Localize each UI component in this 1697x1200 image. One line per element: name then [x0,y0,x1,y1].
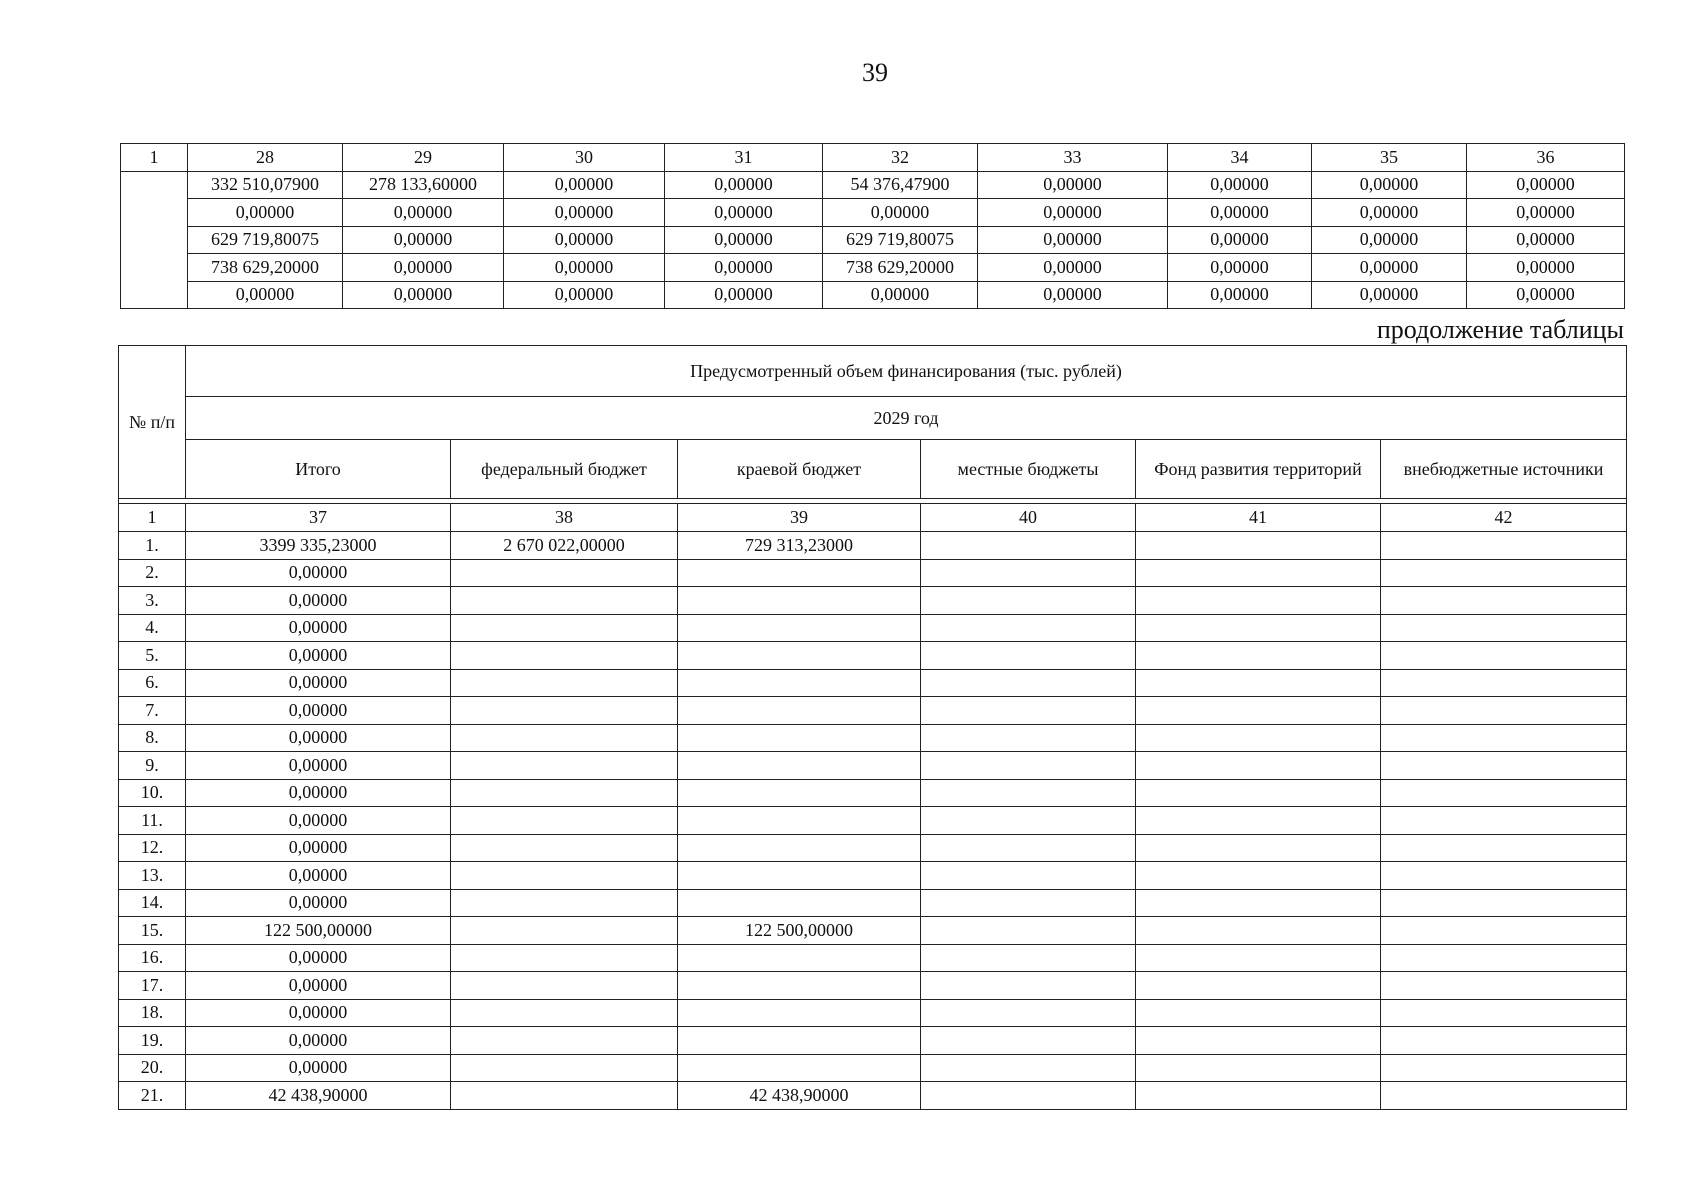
table-cell: 0,00000 [186,999,451,1027]
table-cell [1381,614,1627,642]
top-col-header: 1 [121,144,188,172]
table-cell [1136,917,1381,945]
table-cell [1136,972,1381,1000]
table-row [119,862,1627,890]
table-cell [1381,944,1627,972]
table-cell [1381,1082,1627,1110]
table-cell [678,752,921,780]
row-number: 14. [119,889,186,917]
top-col-header: 33 [978,144,1168,172]
table-cell [678,614,921,642]
table-cell: 0,00000 [186,614,451,642]
table-cell [1381,587,1627,615]
table-cell: 2 670 022,00000 [451,532,678,560]
table-row [119,724,1627,752]
sub-header: местные бюджеты [921,440,1136,499]
table-cell [1136,724,1381,752]
table-cell: 0,00000 [186,1054,451,1082]
table-cell [1381,559,1627,587]
table-cell: 42 438,90000 [678,1082,921,1110]
table-cell [921,917,1136,945]
table-cell: 0,00000 [1312,171,1467,199]
table-cell [451,999,678,1027]
top-col-header: 30 [504,144,665,172]
table-cell [451,944,678,972]
table-cell [1136,614,1381,642]
column-number: 40 [921,504,1136,532]
table-cell [1381,972,1627,1000]
table-cell [451,779,678,807]
num-header: № п/п [119,346,186,499]
table-cell: 0,00000 [188,199,343,227]
row-number: 11. [119,807,186,835]
table-cell: 278 133,60000 [343,171,504,199]
table-cell: 122 500,00000 [678,917,921,945]
row-number: 1. [119,532,186,560]
table-cell: 0,00000 [186,697,451,725]
sub-header-row [119,440,1627,499]
table-row [119,1082,1627,1110]
top-col-header: 35 [1312,144,1467,172]
table-cell [1136,779,1381,807]
table-cell [921,669,1136,697]
table-cell: 0,00000 [1312,199,1467,227]
table-cell: 0,00000 [188,281,343,309]
table-cell [678,972,921,1000]
table-cell [451,1082,678,1110]
table-cell: 0,00000 [343,254,504,282]
table-cell [1381,999,1627,1027]
top-col-header: 36 [1467,144,1625,172]
table-cell [1136,559,1381,587]
table-cell: 332 510,07900 [188,171,343,199]
table-cell: 729 313,23000 [678,532,921,560]
row-number: 15. [119,917,186,945]
table-cell: 0,00000 [823,199,978,227]
table-cell [678,834,921,862]
table-cell [678,1054,921,1082]
table-cell [1381,697,1627,725]
row-number: 7. [119,697,186,725]
table-cell [678,697,921,725]
sub-header: федеральный бюджет [451,440,678,499]
table-row [121,281,1625,309]
table-cell [1136,697,1381,725]
table-cell: 0,00000 [1168,171,1312,199]
table-cell: 122 500,00000 [186,917,451,945]
table-cell: 0,00000 [1467,171,1625,199]
sub-header: краевой бюджет [678,440,921,499]
table-cell [1136,752,1381,780]
table-cell [451,614,678,642]
table-cell [1381,642,1627,670]
table-cell [451,669,678,697]
table-cell [1136,532,1381,560]
sub-header: внебюджетные источники [1381,440,1627,499]
table-cell: 0,00000 [1312,281,1467,309]
table-cell: 629 719,80075 [823,226,978,254]
table-cell [1136,862,1381,890]
table-row [119,614,1627,642]
table-cell [1136,642,1381,670]
table-cell: 0,00000 [186,587,451,615]
table-cell: 0,00000 [343,199,504,227]
top-table [120,143,1625,309]
table-cell [678,1027,921,1055]
table-cell: 0,00000 [1467,254,1625,282]
row-number: 5. [119,642,186,670]
table-row [119,587,1627,615]
table-cell [678,779,921,807]
table-cell [451,642,678,670]
table-cell: 0,00000 [186,807,451,835]
table-row [119,834,1627,862]
table-cell: 0,00000 [1168,226,1312,254]
table-cell: 0,00000 [665,226,823,254]
table-row [119,779,1627,807]
table-cell [451,807,678,835]
table-cell [451,889,678,917]
table-cell: 0,00000 [978,281,1168,309]
table-cell [921,944,1136,972]
table-cell: 0,00000 [665,254,823,282]
year-header: 2029 год [186,397,1627,440]
table-cell [678,999,921,1027]
row-number: 18. [119,999,186,1027]
table-cell: 0,00000 [343,226,504,254]
column-number: 38 [451,504,678,532]
table-cell: 0,00000 [1168,281,1312,309]
table-cell: 0,00000 [504,226,665,254]
group-header: Предусмотренный объем финансирования (тыс. рублей) [186,346,1627,397]
table-cell: 0,00000 [186,779,451,807]
row-number: 21. [119,1082,186,1110]
table-cell: 0,00000 [504,281,665,309]
table-cell: 0,00000 [186,944,451,972]
table-cell: 0,00000 [978,199,1168,227]
table-cell: 0,00000 [186,972,451,1000]
table-cell [921,752,1136,780]
table-cell [921,999,1136,1027]
table-cell [1136,834,1381,862]
table-row [121,199,1625,227]
table-cell [921,559,1136,587]
table-cell [1136,1027,1381,1055]
table-cell: 0,00000 [1467,199,1625,227]
table-row [121,254,1625,282]
table-cell [1136,1082,1381,1110]
table-cell: 0,00000 [665,281,823,309]
table-cell [1381,807,1627,835]
column-number-row [119,504,1627,532]
table-cell [1381,532,1627,560]
table-cell: 0,00000 [186,724,451,752]
table-cell [1381,834,1627,862]
top-col-header: 32 [823,144,978,172]
table-row [119,972,1627,1000]
top-col-header: 29 [343,144,504,172]
table-cell: 0,00000 [978,171,1168,199]
table-cell: 0,00000 [665,199,823,227]
table-cell [678,807,921,835]
table-cell [1136,807,1381,835]
table-cell [451,1054,678,1082]
table-cell [1136,999,1381,1027]
column-number: 39 [678,504,921,532]
table-cell [921,807,1136,835]
table-cell [451,587,678,615]
table-cell [451,862,678,890]
table-cell [451,1027,678,1055]
row-number: 8. [119,724,186,752]
table-row [119,1027,1627,1055]
table-cell [678,559,921,587]
table-cell [921,1027,1136,1055]
table-cell [678,889,921,917]
table-cell [451,834,678,862]
table-cell [921,779,1136,807]
table-cell [678,587,921,615]
continuation-label: продолжение таблицы [1376,315,1624,344]
column-number: 42 [1381,504,1627,532]
row-number: 4. [119,614,186,642]
column-number: 41 [1136,504,1381,532]
table-cell [921,834,1136,862]
table-cell: 0,00000 [1467,226,1625,254]
table-cell: 0,00000 [1168,254,1312,282]
table-row [119,642,1627,670]
table-cell: 42 438,90000 [186,1082,451,1110]
table-cell: 0,00000 [1168,199,1312,227]
table-cell: 0,00000 [186,889,451,917]
table-row [119,889,1627,917]
table-row [119,669,1627,697]
table-cell: 0,00000 [186,862,451,890]
table-cell: 0,00000 [186,834,451,862]
row-number: 6. [119,669,186,697]
table-row [119,944,1627,972]
table-cell [1381,862,1627,890]
table-cell [451,917,678,945]
table-cell [1381,724,1627,752]
top-col-header: 34 [1168,144,1312,172]
top-col-header: 31 [665,144,823,172]
table-cell: 0,00000 [186,669,451,697]
table-cell [921,697,1136,725]
row-number: 16. [119,944,186,972]
table-cell [1381,1027,1627,1055]
main-table [118,345,1627,1110]
table-cell: 3399 335,23000 [186,532,451,560]
table-cell: 0,00000 [186,752,451,780]
table-row [119,559,1627,587]
table-cell [921,862,1136,890]
table-cell: 738 629,20000 [823,254,978,282]
table-cell: 0,00000 [1312,254,1467,282]
table-cell [1136,587,1381,615]
table-cell [921,1082,1136,1110]
table-cell: 0,00000 [186,642,451,670]
table-cell [921,1054,1136,1082]
table-cell: 0,00000 [978,254,1168,282]
row-number: 9. [119,752,186,780]
table-cell: 629 719,80075 [188,226,343,254]
table-cell [451,559,678,587]
table-cell [921,532,1136,560]
table-cell [921,587,1136,615]
table-row [121,171,1625,199]
table-cell [1381,1054,1627,1082]
column-number: 37 [186,504,451,532]
table-cell [921,614,1136,642]
column-number: 1 [119,504,186,532]
table-cell [921,642,1136,670]
table-row [119,807,1627,835]
table-cell: 0,00000 [665,171,823,199]
table-cell [451,752,678,780]
table-row [119,999,1627,1027]
sub-header: Итого [186,440,451,499]
table-cell [678,944,921,972]
table-cell [1381,889,1627,917]
row-number: 12. [119,834,186,862]
page-number: 39 [862,58,888,87]
row-number: 10. [119,779,186,807]
table-cell [451,724,678,752]
table-cell [1381,752,1627,780]
table-cell [678,724,921,752]
table-cell: 0,00000 [1312,226,1467,254]
row-number: 13. [119,862,186,890]
table-row [121,226,1625,254]
table-cell [1381,669,1627,697]
table-row [119,1054,1627,1082]
table-row [119,697,1627,725]
table-cell [921,889,1136,917]
table-cell: 54 376,47900 [823,171,978,199]
top-col-header: 28 [188,144,343,172]
table-cell [1136,1054,1381,1082]
row-number: 19. [119,1027,186,1055]
table-cell: 0,00000 [823,281,978,309]
table-cell [1136,669,1381,697]
table-cell [678,642,921,670]
table-cell: 738 629,20000 [188,254,343,282]
table-cell: 0,00000 [1467,281,1625,309]
table-row [119,532,1627,560]
table-cell [451,972,678,1000]
table-cell [678,862,921,890]
top-table-header-row [121,144,1625,172]
table-row [119,917,1627,945]
table-cell [1136,889,1381,917]
row-number: 3. [119,587,186,615]
row-number-cell [121,171,188,309]
table-cell [1381,917,1627,945]
table-cell [678,669,921,697]
table-cell [451,697,678,725]
table-cell: 0,00000 [978,226,1168,254]
table-cell [1381,779,1627,807]
row-number: 2. [119,559,186,587]
table-cell: 0,00000 [186,1027,451,1055]
table-cell: 0,00000 [186,559,451,587]
table-cell [921,972,1136,1000]
table-row [119,752,1627,780]
table-cell: 0,00000 [504,171,665,199]
sub-header: Фонд развития территорий [1136,440,1381,499]
table-cell: 0,00000 [504,254,665,282]
row-number: 17. [119,972,186,1000]
table-cell: 0,00000 [504,199,665,227]
table-cell: 0,00000 [343,281,504,309]
table-cell [921,724,1136,752]
row-number: 20. [119,1054,186,1082]
table-cell [1136,944,1381,972]
